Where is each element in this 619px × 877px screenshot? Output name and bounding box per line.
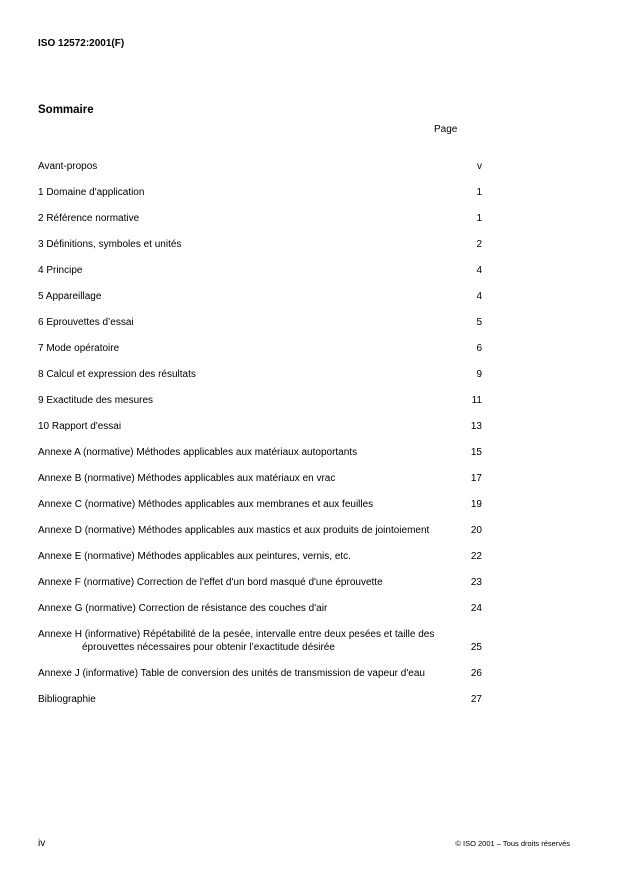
toc-entry[interactable] <box>38 420 482 433</box>
toc-entry[interactable] <box>38 498 482 511</box>
toc-entry-page: 2 <box>476 239 482 250</box>
toc-entry-title: 9 Exactitude des mesures <box>38 395 154 406</box>
toc-entry[interactable] <box>38 264 482 277</box>
toc-entry-title: 6 Eprouvettes d’essai <box>38 317 134 328</box>
toc-entry-title: Annexe A (normative) Méthodes applicables aux matériaux autoportants <box>38 447 358 458</box>
toc-entry-title: Annexe H (informative) Répétabilité de la pesée, intervalle entre deux pesées et taille des éprouvettes nécessaires pour obtenir l’exactitude désirée <box>38 629 435 653</box>
toc-entry[interactable] <box>38 394 482 407</box>
toc-entry-page: 26 <box>470 668 482 679</box>
document-id: ISO 12572:2001(F) <box>38 38 125 49</box>
toc-entry-page: 23 <box>470 577 482 588</box>
toc-entry-title: 5 Appareillage <box>38 291 102 302</box>
toc-entry-page: 13 <box>470 421 482 432</box>
toc-entry[interactable] <box>38 550 482 563</box>
toc-entry-title: 1 Domaine d'application <box>38 187 145 198</box>
toc-entry-page: 19 <box>470 499 482 510</box>
page-number: iv <box>38 838 46 849</box>
toc-entry-title: 7 Mode opératoire <box>38 343 120 354</box>
toc-entry[interactable] <box>38 290 482 303</box>
page-column-label: Page <box>434 124 458 135</box>
toc-entry-title: Annexe C (normative) Méthodes applicables aux membranes et aux feuilles <box>38 499 374 510</box>
toc-entry-page: 15 <box>470 447 482 458</box>
toc-entry[interactable] <box>38 316 482 329</box>
toc-entry-page: 4 <box>476 291 482 302</box>
toc-entry[interactable] <box>38 186 482 199</box>
toc-entry-page: 9 <box>476 369 482 380</box>
toc-entry[interactable] <box>38 524 482 537</box>
toc-entry-title: 2 Référence normative <box>38 213 140 224</box>
toc-entry[interactable] <box>38 472 482 485</box>
toc-entry[interactable] <box>38 238 482 251</box>
toc-entry[interactable] <box>38 212 482 225</box>
toc-entry-page: 1 <box>476 187 482 198</box>
toc-entry-title: 3 Définitions, symboles et unités <box>38 239 182 250</box>
toc-entry[interactable] <box>38 160 482 173</box>
toc-entry[interactable] <box>38 342 482 355</box>
toc-title: Sommaire <box>38 104 94 116</box>
toc-entry-title: Annexe B (normative) Méthodes applicables aux matériaux en vrac <box>38 473 336 484</box>
toc-entry-title: Annexe J (informative) Table de conversion des unités de transmission de vapeur d'eau <box>38 668 425 679</box>
toc-entry-page: 24 <box>470 603 482 614</box>
toc-entry-title: 8 Calcul et expression des résultats <box>38 369 196 380</box>
toc-entry-title: Bibliographie <box>38 694 96 705</box>
toc-entry[interactable] <box>38 628 482 654</box>
toc-entry-page: 4 <box>476 265 482 276</box>
toc-entry[interactable] <box>38 602 482 615</box>
toc-entry[interactable] <box>38 576 482 589</box>
toc-entry-title: Annexe D (normative) Méthodes applicables aux mastics et aux produits de jointoiement <box>38 525 430 536</box>
toc-entry[interactable] <box>38 446 482 459</box>
toc-entry-page: 22 <box>470 551 482 562</box>
toc-entry[interactable] <box>38 368 482 381</box>
toc-entry-title: Annexe E (normative) Méthodes applicables aux peintures, vernis, etc. <box>38 551 351 562</box>
toc-entry[interactable] <box>38 667 482 680</box>
toc-entry[interactable] <box>38 693 482 706</box>
toc-entry-page: 25 <box>470 642 482 653</box>
toc-entry-title: Annexe G (normative) Correction de résistance des couches d'air <box>38 603 328 614</box>
table-of-contents <box>38 160 482 719</box>
toc-entry-page: 11 <box>471 395 482 406</box>
toc-entry-page: 17 <box>470 473 482 484</box>
toc-entry-page: v <box>477 161 482 172</box>
toc-entry-title: Avant-propos <box>38 161 98 172</box>
copyright-notice: © ISO 2001 – Tous droits réservés <box>455 839 570 848</box>
toc-entry-page: 5 <box>476 317 482 328</box>
toc-entry-title: Annexe F (normative) Correction de l'effet d'un bord masqué d'une éprouvette <box>38 577 383 588</box>
toc-entry-page: 20 <box>470 525 482 536</box>
toc-entry-title: 4 Principe <box>38 265 83 276</box>
toc-entry-page: 1 <box>476 213 482 224</box>
toc-entry-page: 27 <box>470 694 482 705</box>
toc-entry-title: 10 Rapport d'essai <box>38 421 122 432</box>
toc-entry-page: 6 <box>476 343 482 354</box>
